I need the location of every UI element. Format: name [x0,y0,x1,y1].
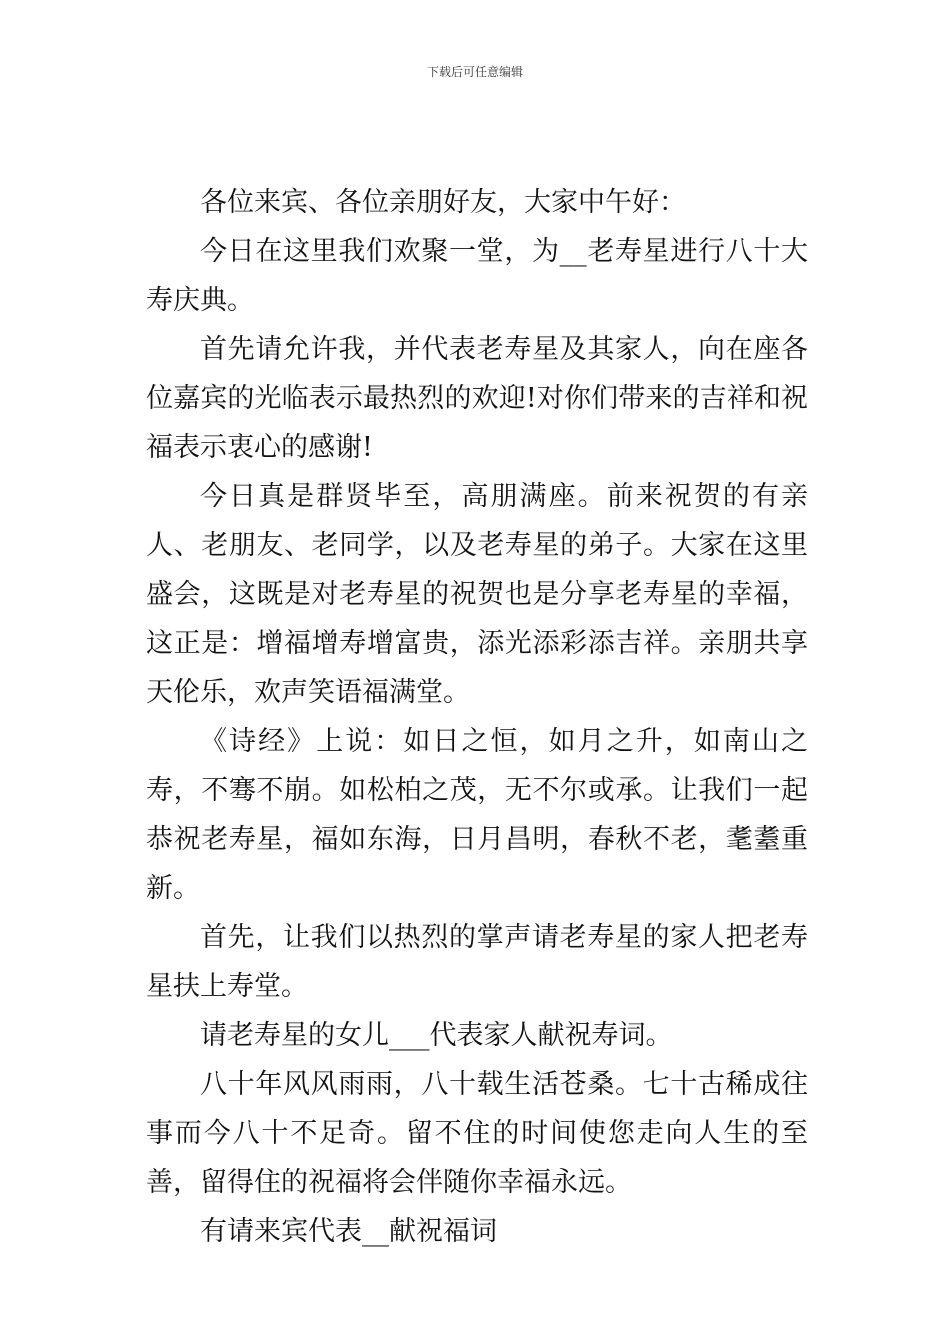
paragraph-classic-quote: 《诗经》上说：如日之恒，如月之升，如南山之寿，不骞不崩。如松柏之茂，无不尔或承。让我们一起恭祝老寿星，福如东海，日月昌明，春秋不老，耄耋重新。 [146,726,808,904]
document-body [146,178,808,1256]
paragraph-guest-speech: 有请来宾代表__献祝福词 [200,1216,497,1247]
paragraph-daughter-speech: 请老寿星的女儿___代表家人献祝寿词。 [200,1020,673,1051]
paragraph-eighty-years: 八十年风风雨雨，八十载生活苍桑。七十古稀成往事而今八十不足奇。留不住的时间使您走向人生的至善，留得住的祝福将会伴随你幸福永远。 [146,1069,808,1198]
paragraph-welcome: 首先请允许我，并代表老寿星及其家人，向在座各位嘉宾的光临表示最热烈的欢迎!对你们带来的吉祥和祝福表示衷心的感谢! [146,334,808,463]
paragraph-gathering: 今日真是群贤毕至，高朋满座。前来祝贺的有亲人、老朋友、老同学，以及老寿星的弟子。大家在这里盛会，这既是对老寿星的祝贺也是分享老寿星的幸福，这正是：增福增寿增富贵，添光添彩添吉祥。亲朋共享天伦乐，欢声笑语福满堂。 [146,481,808,708]
page-header: 下载后可任意编辑 [426,65,523,79]
paragraph-escort: 首先，让我们以热烈的掌声请老寿星的家人把老寿星扶上寿堂。 [146,922,808,1002]
paragraph-opening: 今日在这里我们欢聚一堂，为__老寿星进行八十大寿庆典。 [146,236,808,316]
paragraph-greeting: 各位来宾、各位亲朋好友，大家中午好： [200,187,686,218]
